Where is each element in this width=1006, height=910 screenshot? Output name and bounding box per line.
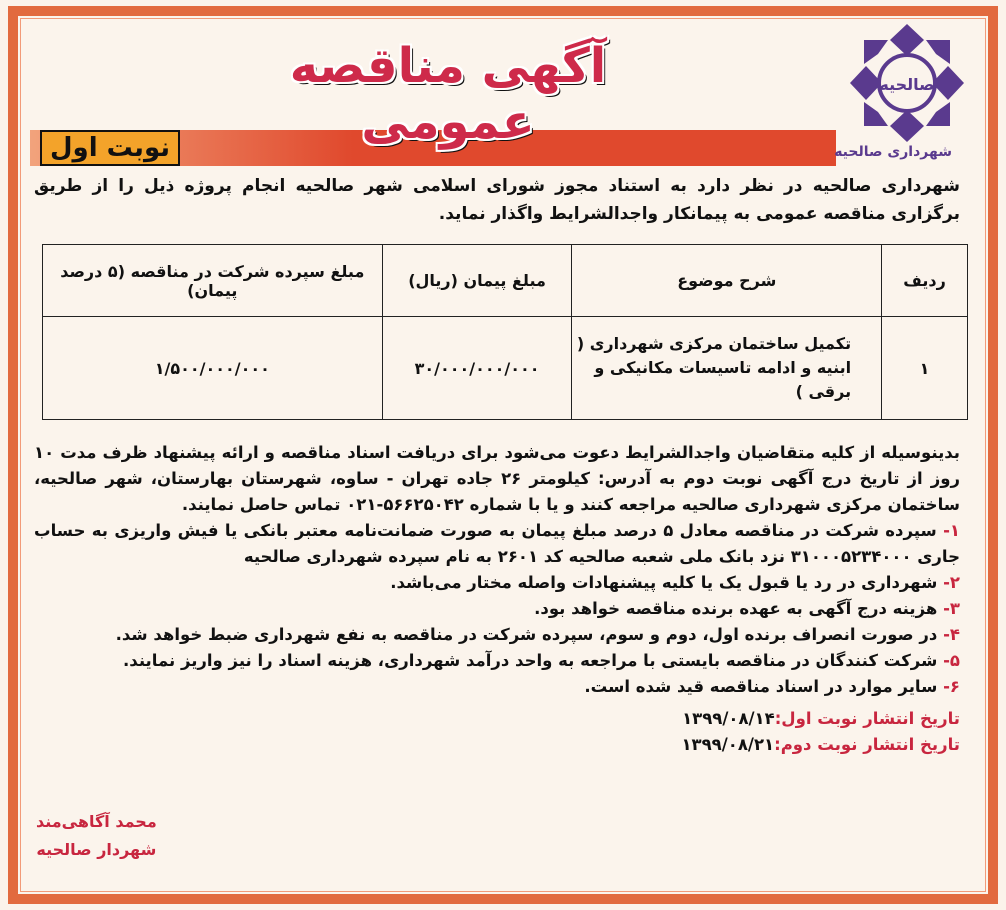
item-text: شرکت کنندگان در مناقصه بایستی با مراجعه به واحد درآمد شهرداری، هزینه اسناد را نیز واریز نمایند. [123,651,938,670]
col-header-subject: شرح موضوع [572,245,882,317]
cell-row-number: ۱ [882,317,968,420]
table-row [43,317,968,420]
list-item [34,596,960,622]
list-item [34,518,960,570]
logo-emblem-icon [842,18,972,148]
col-header-row-number: ردیف [882,245,968,317]
col-header-deposit-amount: مبلغ سپرده شرکت در مناقصه (۵ درصد پیمان) [43,245,383,317]
first-publication-date [34,706,960,732]
signatory-role: شهردار صالحیه [36,840,157,859]
item-number: ۵- [943,651,960,670]
item-text: در صورت انصراف برنده اول، دوم و سوم، سپرده شرکت در مناقصه به نفع شهرداری ضبط خواهد شد. [115,625,938,644]
item-text: سپرده شرکت در مناقصه معادل ۵ درصد مبلغ پیمان به صورت ضمانت‌نامه معتبر بانکی یا فیش واریزی به حساب جاری ۳۱۰۰۰۵۲۳۴۰۰۰ نزد بانک ملی شعبه صالحیه کد ۲۶۰۱ به نام سپرده شهرداری صالحیه [34,521,960,566]
first-date-value: ۱۳۹۹/۰۸/۱۴ [682,709,775,728]
item-number: ۶- [943,677,960,696]
col-header-contract-amount: مبلغ پیمان (ریال) [382,245,572,317]
cell-contract-amount: ۳۰/۰۰۰/۰۰۰/۰۰۰ [382,317,572,420]
item-number: ۱- [943,521,960,540]
item-text: سایر موارد در اسناد مناقصه قید شده است. [584,677,938,696]
notice-header [18,18,978,168]
item-number: ۳- [943,599,960,618]
cell-deposit-amount: ۱/۵۰۰/۰۰۰/۰۰۰ [43,317,383,420]
list-item [34,622,960,648]
second-date-value: ۱۳۹۹/۰۸/۲۱ [681,735,775,754]
first-date-label: تاریخ انتشار نوبت اول: [774,709,960,728]
notice-body [34,440,960,758]
item-text: هزینه درج آگهی به عهده برنده مناقصه خواهد بود. [534,599,938,618]
list-item [34,674,960,700]
intro-paragraph: شهرداری صالحیه در نظر دارد به استناد مجوز شورای اسلامی شهر صالحیه انجام پروژه ذیل را از طریق برگزاری مناقصه عمومی به پیمانکار واجدالشرایط واگذار نماید. [34,176,960,224]
svg-text:صالحیه: صالحیه [879,75,935,94]
list-item [34,570,960,596]
tender-table [42,244,968,420]
second-date-label: تاریخ انتشار نوبت دوم: [774,735,960,754]
item-text: شهرداری در رد یا قبول یک یا کلیه پیشنهادات واصله مختار می‌باشد. [390,573,938,592]
table-header-row [43,245,968,317]
cell-subject: تکمیل ساختمان مرکزی شهرداری ( ابنیه و ادامه تاسیسات مکانیکی و برقی ) [572,317,882,420]
publication-dates [34,706,960,758]
second-publication-date [34,732,960,758]
signatory-name: محمد آگاهی‌مند [36,812,157,831]
item-number: ۴- [943,625,960,644]
publication-round-badge: نوبت اول [40,130,180,166]
invitation-paragraph: بدینوسیله از کلیه متقاضیان واجدالشرایط دعوت می‌شود برای دریافت اسناد مناقصه و ارائه پیشنهاد ظرف مدت ۱۰ روز از تاریخ درج آگهی نوبت دوم به آدرس: کیلومتر ۲۶ جاده تهران - ساوه، شهرستان بهارستان، شهر صالحیه، ساختمان مرکزی شهرداری صالحیه مراجعه کنند و یا با شماره ۵۶۶۲۵۰۴۲-۰۲۱ تماس حاصل نمایند. [34,443,960,514]
item-number: ۲- [943,573,960,592]
page-title: آگهی مناقصه عمومی [289,38,607,150]
list-item [34,648,960,674]
logo-caption: شهرداری صالحیه [834,144,952,160]
signature-block [36,808,157,864]
